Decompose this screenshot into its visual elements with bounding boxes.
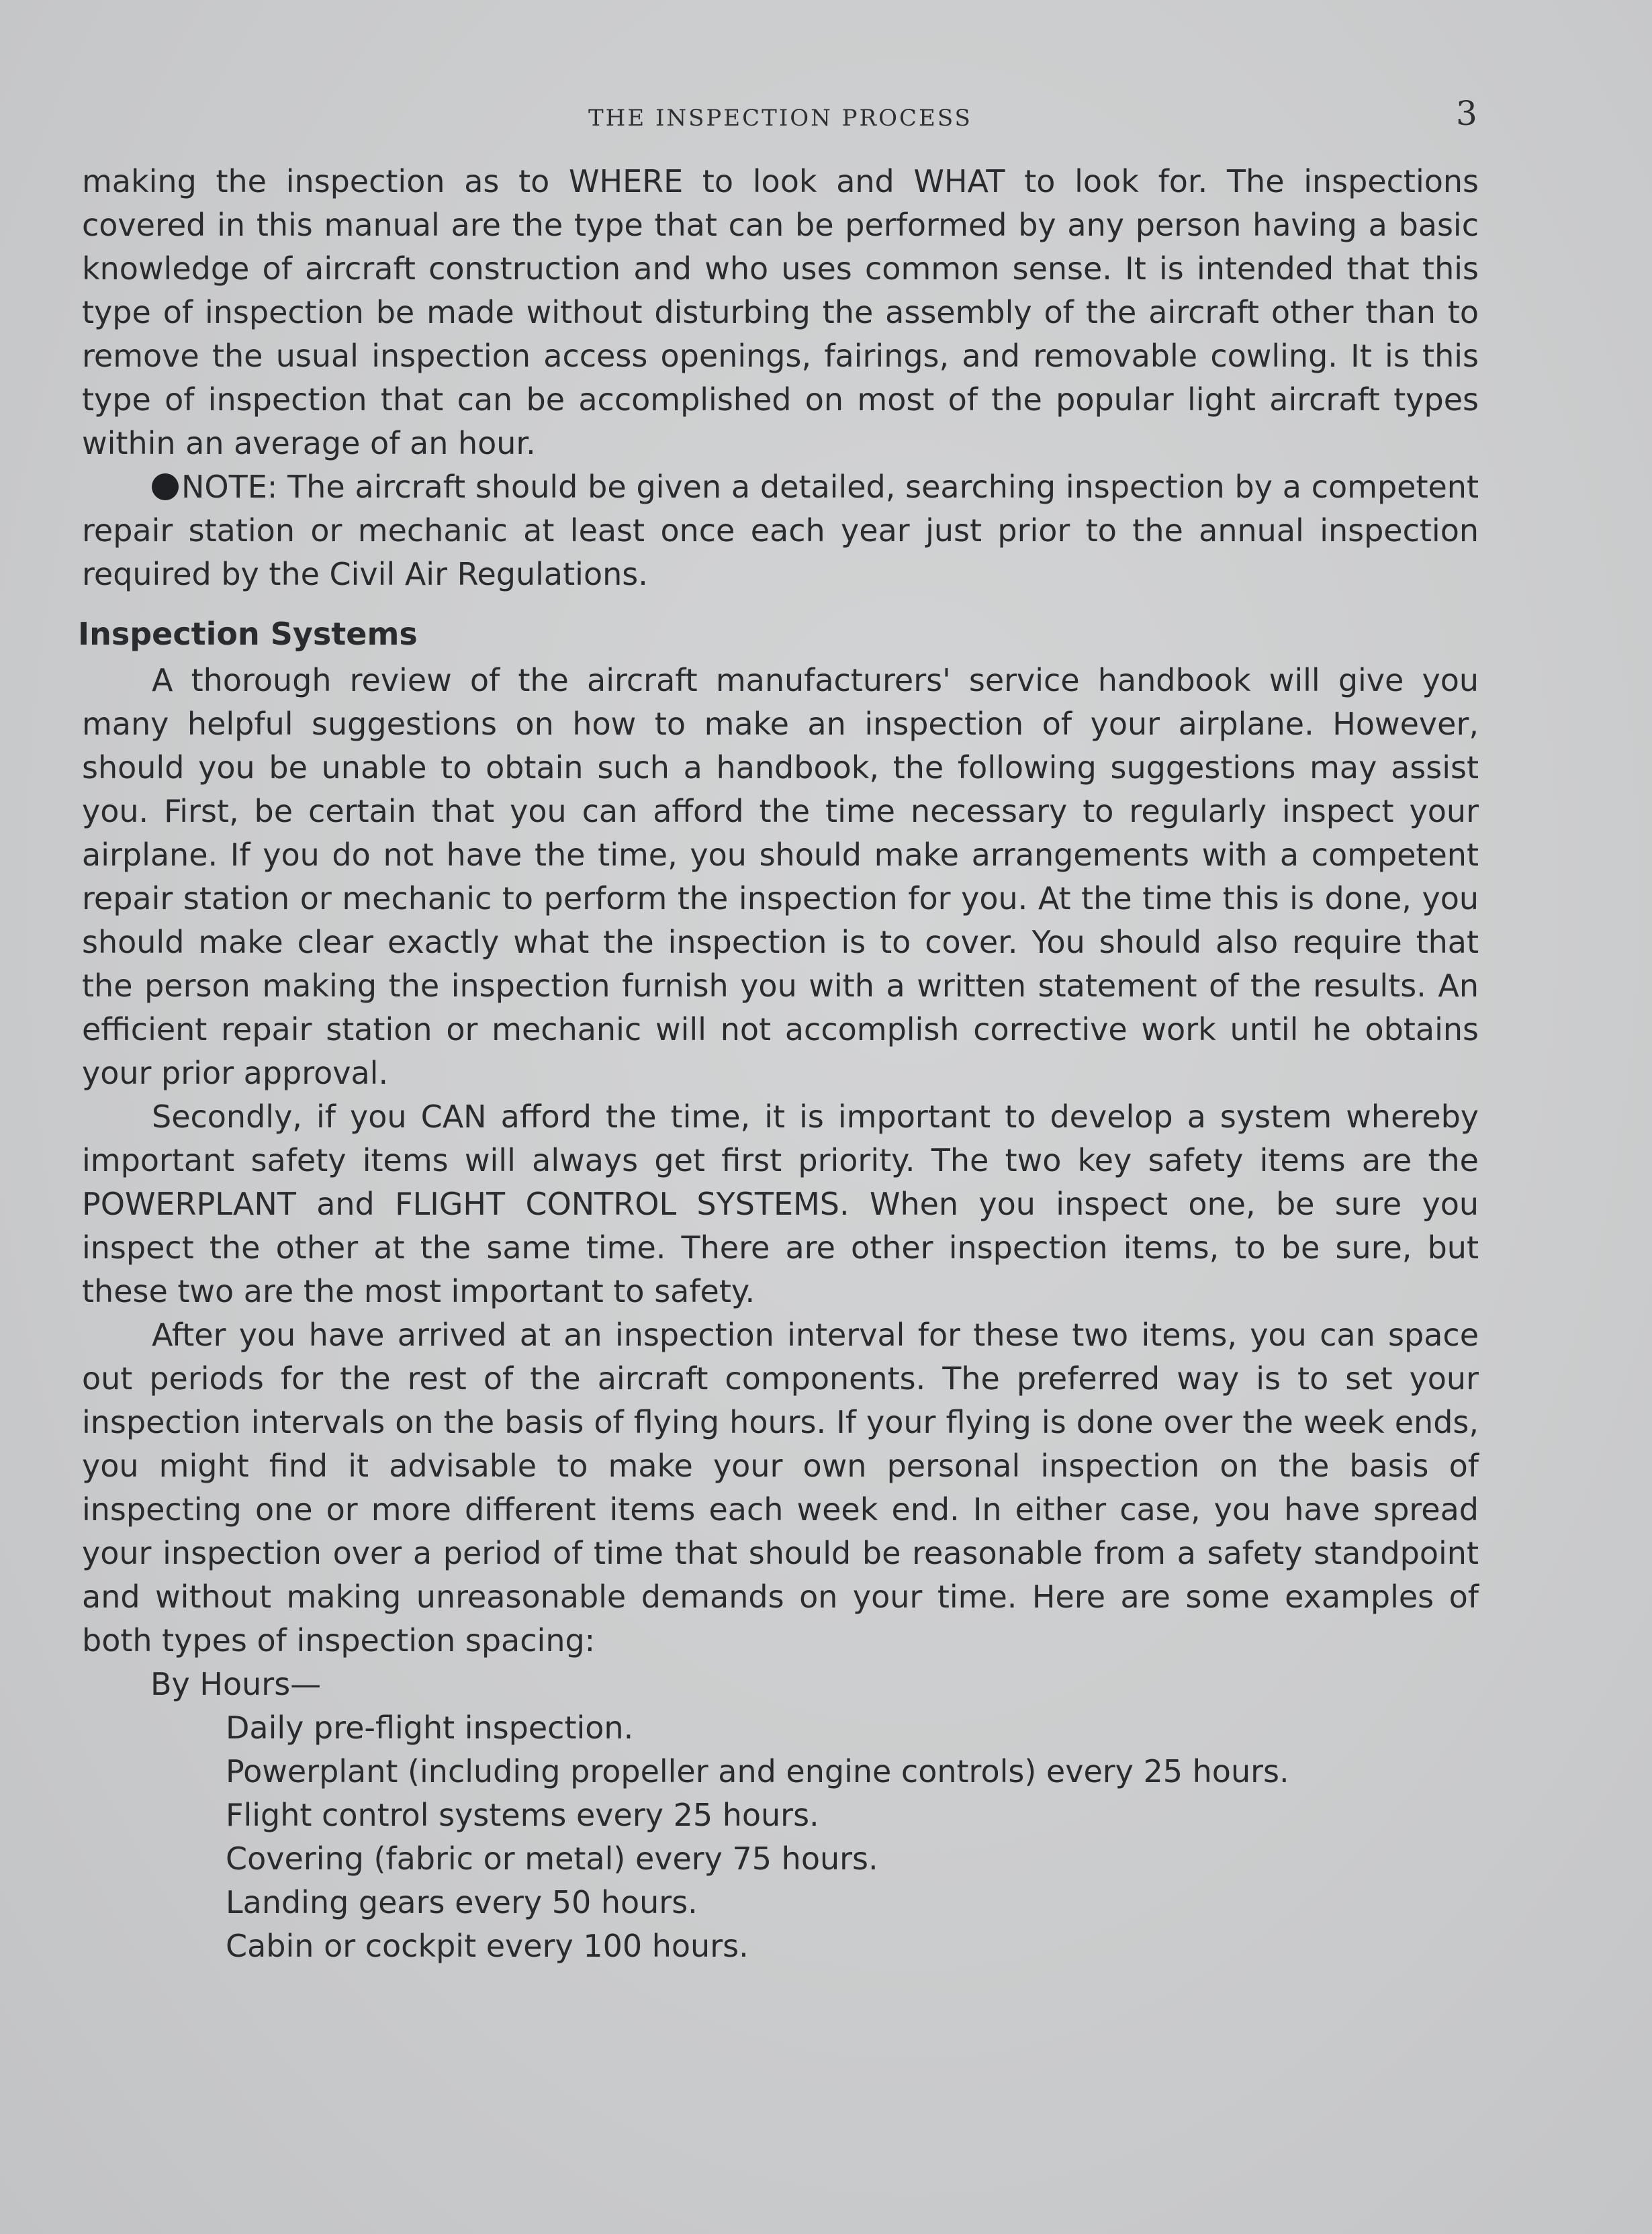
body-text <box>78 160 1479 1968</box>
schedule-item: Powerplant (including propeller and engine controls) every 25 hours. <box>226 1753 1289 1789</box>
paragraph-safety-priority: Secondly, if you CAN afford the time, it is important to develop a system whereby important safety items will always get first priority. The two key safety items are the POWERPLANT and FLIGHT CONTROL SYSTEMS. When you inspect one, be sure you inspect the other at the same time. There are other inspection items, to be sure, but these two are the most important to safety. <box>82 1099 1479 1309</box>
schedule-item: Flight control systems every 25 hours. <box>226 1797 819 1833</box>
inspection-schedule-list <box>82 1706 1479 1968</box>
schedule-item: Daily pre-flight inspection. <box>226 1710 634 1746</box>
paragraph-review-handbook: A thorough review of the aircraft manufacturers' service handbook will give you many helpful suggestions on how to make an inspection of your airplane. However, should you be unable to obtain such a handbook, the following suggestions may assist you. First, be certain that you can afford the time necessary to regularly inspect your airplane. If you do not have the time, you should make arrangements with a competent repair station or mechanic to perform the inspection for you. At the time this is done, you should make clear exactly what the inspection is to cover. You should also require that the person making the inspection furnish you with a written statement of the results. An efficient repair station or mechanic will not accomplish corrective work until he obtains your prior approval. <box>82 662 1479 1091</box>
schedule-item: Cabin or cockpit every 100 hours. <box>226 1928 749 1964</box>
running-header <box>0 94 1652 141</box>
bullet-icon <box>152 473 179 500</box>
schedule-item: Covering (fabric or metal) every 75 hours. <box>226 1841 878 1877</box>
header-title: THE INSPECTION PROCESS <box>588 105 972 132</box>
schedule-intro: By Hours— <box>150 1666 322 1702</box>
section-heading: Inspection Systems <box>78 616 418 652</box>
paragraph-inspection-intervals: After you have arrived at an inspection interval for these two items, you can space out periods for the rest of the aircraft components. The preferred way is to set your inspection intervals on the basis of flying hours. If your flying is done over the week ends, you might find it advisable to make your own personal inspection on the basis of inspecting one or more different items each week end. In either case, you have spread your inspection over a period of time that should be reasonable from a safety standpoint and without making unreasonable demands on your time. Here are some examples of both types of inspection spacing: <box>82 1317 1479 1659</box>
page-number: 3 <box>1456 94 1477 133</box>
paragraph-continuation: making the inspection as to WHERE to look and WHAT to look for. The inspections covered in this manual are the type that can be performed by any person having a basic knowledge of aircraft construction and who uses common sense. It is intended that this type of inspection be made without disturbing the assembly of the aircraft other than to remove the usual inspection access openings, fairings, and removable cowling. It is this type of inspection that can be accomplished on most of the popular light aircraft types within an average of an hour. <box>82 163 1479 461</box>
note-paragraph <box>82 465 1479 596</box>
note-text: NOTE: The aircraft should be given a detailed, searching inspection by a competent repair station or mechanic at least once each year just prior to the annual inspection required by the Civil Air Regulations. <box>82 469 1479 592</box>
schedule-item: Landing gears every 50 hours. <box>226 1884 698 1920</box>
